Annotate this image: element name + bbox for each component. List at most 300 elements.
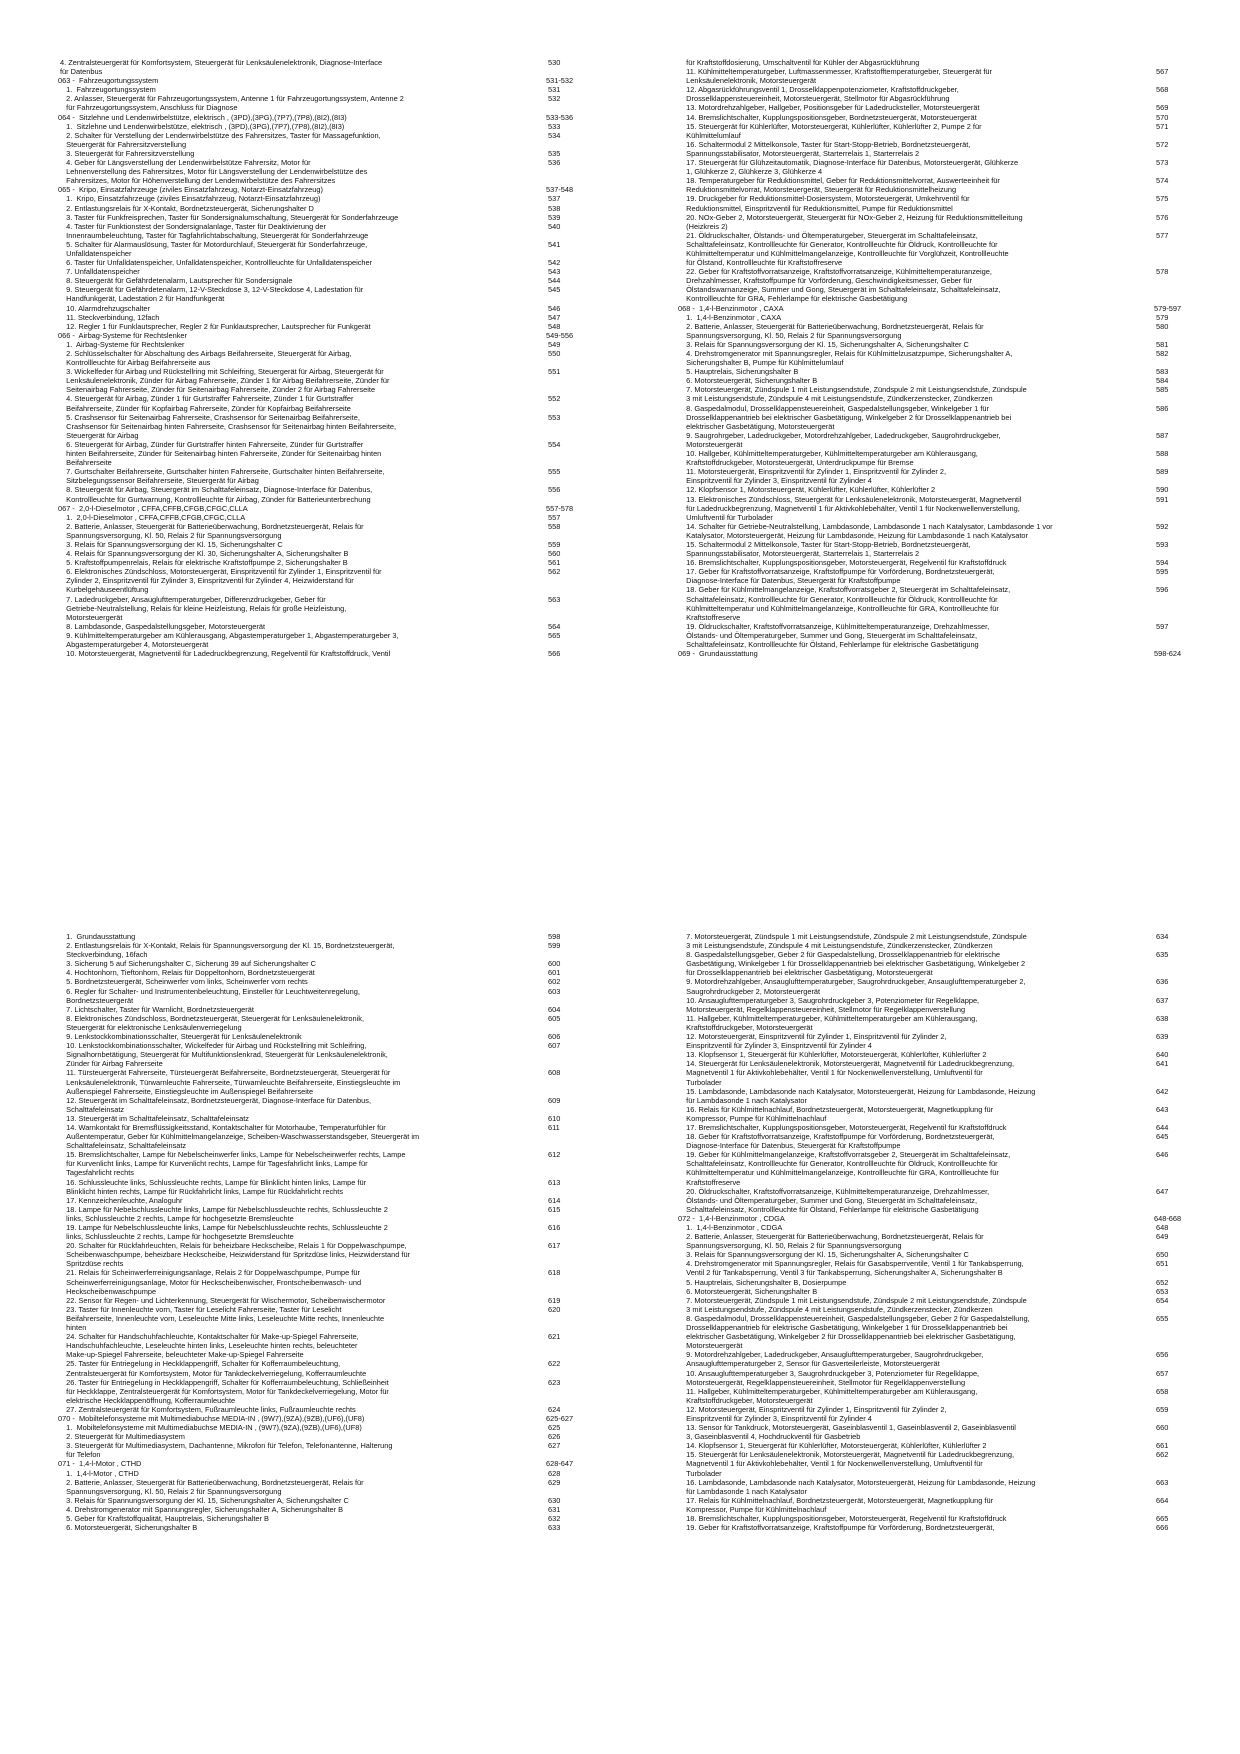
toc-entry-text: 14. Steuergerät für Lenksäulenelektronik, Motorsteuergerät, Magnetventil für Ladedruckbegrenzung, (680, 1059, 1015, 1069)
toc-entry (58, 1387, 628, 1396)
toc-entry (58, 585, 628, 594)
toc-entry (58, 1005, 628, 1014)
toc-entry-text: Unfalldatenspeicher (60, 248, 132, 258)
toc-entry (58, 1250, 628, 1259)
toc-entry (678, 1414, 1233, 1423)
toc-page-number: 558 (548, 521, 561, 531)
toc-entry-text: 4. Geber für Längsverstellung der Lendenwirbelstütze Fahrersitz, Motor für (60, 158, 311, 168)
toc-page-number: 544 (548, 276, 561, 286)
toc-entry (678, 1314, 1233, 1323)
toc-entry-text: Kontrollleuchte für Airbag Beifahrerseite aus (60, 358, 211, 368)
toc-entry-text: für Kraftstoffdosierung, Umschaltventil für Kühler der Abgasrückführung (680, 58, 920, 67)
toc-page-number: 585 (1156, 385, 1169, 395)
toc-section-entry (58, 76, 628, 85)
toc-entry (58, 440, 628, 449)
toc-entry (678, 422, 1233, 431)
toc-entry-text: Einspritzventil für Zylinder 3, Einspritzventil für Zylinder 4 (680, 1041, 872, 1051)
toc-entry (58, 1059, 628, 1068)
toc-entry-text: 066 - Airbag-Systeme für Rechtslenker (58, 330, 187, 340)
toc-entry-text: 19. Druckgeber für Reduktionsmittel-Dosiersystem, Motorsteuergerät, Umkehrventil für (680, 194, 970, 204)
toc-entry-text: hinten (60, 1323, 87, 1333)
toc-entry-text: Spannungsstabilisator, Motorsteuergerät, Starterrelais 1, Starterrelais 2 (680, 549, 920, 559)
toc-page-number: 562 (548, 567, 561, 577)
toc-entry (678, 1014, 1233, 1023)
toc-section-entry (678, 649, 1233, 658)
toc-entry (58, 1323, 628, 1332)
toc-entry-text: 5. Crashsensor für Seitenairbag Fahrerseite, Crashsensor für Seitenairbag Beifahrerseite, (60, 412, 360, 422)
toc-entry (58, 67, 628, 76)
toc-entry-text: Motorsteuergerät, Regelklappensteuereinheit, Stellmotor für Regelklappenverstellung (680, 1377, 966, 1387)
toc-page-number: 620 (548, 1304, 561, 1314)
toc-entry-text: 10. Ansauglufttemperaturgeber 3, Saugrohrdruckgeber 3, Potenziometer für Regelklappe, (680, 1368, 980, 1378)
toc-entry (58, 1341, 628, 1350)
toc-entry-text: 19. Lampe für Nebelschlussleuchte links, Lampe für Nebelschlussleuchte rechts, Schlussleuchte 2 (60, 1223, 388, 1232)
toc-entry-text: 7. Unfalldatenspeicher (60, 267, 140, 277)
toc-entry (58, 131, 628, 140)
toc-page-number: 549-556 (546, 330, 574, 340)
toc-page-number: 650 (1156, 1250, 1169, 1260)
toc-entry-text: 5. Kraftstoffpumpenrelais, Relais für elektrische Kraftstoffpumpe 2, Sicherungshalter B (60, 558, 348, 568)
toc-page-number: 555 (548, 467, 561, 477)
toc-entry (58, 1105, 628, 1114)
toc-entry-text: Kühlmitteltemperatur und Kühlmittelmangelanzeige, Kontrollleuchte für GRA, Kontrollleuchte für (680, 1168, 999, 1178)
toc-entry (58, 959, 628, 968)
toc-entry-text: 9. Kühlmitteltemperaturgeber am Kühlerausgang, Abgastemperaturgeber 1, Abgastemperaturgeber 3, (60, 630, 399, 640)
toc-page-number: 622 (548, 1359, 561, 1369)
toc-entry (678, 1159, 1233, 1168)
toc-page-number: 630 (548, 1495, 561, 1505)
toc-entry (58, 987, 628, 996)
toc-entry-text: 15. Steuergerät für Kühlerlüfter, Motorsteuergerät, Kühlerlüfter, Kühlerlüfter 2, Pumpe 2 für (680, 121, 982, 131)
toc-page-number: 594 (1156, 558, 1169, 568)
toc-entry-text: 8. Elektronisches Zündschloss, Bordnetzsteuergerät, Steuergerät für Lenksäulenelektronik, (60, 1013, 365, 1023)
toc-entry (58, 222, 628, 231)
toc-entry (58, 1223, 628, 1232)
toc-page-number: 617 (548, 1241, 561, 1251)
toc-page-number: 609 (548, 1095, 561, 1105)
toc-page-number: 637 (1156, 995, 1169, 1005)
toc-entry-text: 15. Steuergerät für Lenksäulenelektronik, Motorsteuergerät, Magnetventil für Ladedruckbegrenzung, (680, 1450, 1015, 1460)
toc-entry-text: 11. Steckverbindung, 12fach (60, 312, 160, 322)
toc-entry-text: 1. 1,4-l-Motor , CTHD (60, 1468, 139, 1478)
toc-entry-text: 067 - 2,0-l-Dieselmotor , CFFA,CFFB,CFGB,CFGC,CLLA (58, 503, 248, 513)
toc-page-number: 601 (548, 968, 561, 978)
toc-entry-text: 13. Klopfsensor 1, Steuergerät für Kühlerlüfter, Motorsteuergerät, Kühlerlüfter, Kühlerlüfter 2 (680, 1050, 987, 1060)
toc-entry-text: 24. Schalter für Handschuhfachleuchte, Kontaktschalter für Make-up-Spiegel Fahrerseite, (60, 1332, 359, 1342)
toc-entry-text: (Heizkreis 2) (680, 221, 728, 231)
toc-entry-text: 070 - Mobiltelefonsysteme mit Multimediabuchse MEDIA-IN , (9W7),(9ZA),(9ZB),(UF6),(UF8) (58, 1413, 365, 1423)
toc-page-number: 578 (1156, 267, 1169, 277)
toc-entry (678, 513, 1233, 522)
toc-entry-text: Steckverbindung, 16fach (60, 950, 148, 960)
toc-page-number: 582 (1156, 349, 1169, 358)
toc-page-number: 608 (548, 1068, 561, 1078)
toc-entry-text: 3, Gaseinblasventil 4, Hochdruckventil für Gasbetrieb (680, 1432, 861, 1442)
toc-entry-text: 18. Lampe für Nebelschlussleuchte links, Lampe für Nebelschlussleuchte rechts, Schlussleuchte 2 (60, 1204, 388, 1214)
toc-entry-text: 6. Motorsteuergerät, Sicherungshalter B (60, 1523, 198, 1533)
toc-page-number: 607 (548, 1041, 561, 1051)
toc-page-number: 588 (1156, 449, 1169, 459)
toc-page-number: 551 (548, 367, 561, 377)
toc-page-number: 543 (548, 267, 561, 277)
toc-page-number: 579-597 (1154, 303, 1182, 313)
toc-entry-text: Umluftventil für Turbolader (680, 512, 773, 522)
toc-page-number: 542 (548, 258, 561, 268)
toc-entry-text: Seitenairbag Fahrerseite, Zünder für Seitenairbag Fahrerseite, Zünder 2 für Airbag Fahrerseite (60, 385, 376, 395)
toc-entry (678, 1478, 1233, 1487)
toc-entry (58, 1423, 628, 1432)
toc-page-number: 545 (548, 285, 561, 295)
toc-page-number: 618 (548, 1268, 561, 1278)
toc-page-number: 539 (548, 212, 561, 222)
toc-entry (678, 1296, 1233, 1305)
toc-entry (678, 267, 1233, 276)
toc-entry (58, 558, 628, 567)
toc-entry-text: Zünder für Airbag Fahrerseite (60, 1059, 163, 1069)
toc-entry-text: Bordnetzsteuergerät (60, 995, 134, 1005)
toc-entry-text: 19. Geber für Kraftstoffvorratsanzeige, Kraftstoffpumpe für Vorförderung, Bordnetzsteuergerät, (680, 1523, 995, 1533)
toc-entry-text: für Telefon (60, 1450, 101, 1460)
toc-entry-text: 068 - 1,4-l-Benzinmotor , CAXA (678, 303, 784, 313)
toc-entry-text: 15. Lambdasonde, Lambdasonde nach Katalysator, Motorsteuergerät, Heizung für Lambdasonde, Heizung (680, 1086, 1036, 1096)
toc-entry (58, 649, 628, 658)
toc-page-number: 581 (1156, 339, 1169, 349)
toc-entry-text: 11. Motorsteuergerät, Einspritzventil für Zylinder 1, Einspritzventil für Zylinder 2, (680, 467, 947, 477)
toc-entry (58, 1296, 628, 1305)
toc-entry-text: 8. Gaspedalstellungsgeber, Geber 2 für Gaspedalstellung, Drosselklappenantrieb für elektrische (680, 950, 1001, 960)
toc-entry (678, 941, 1233, 950)
toc-entry-text: 9. Saugrohrgeber, Ladedruckgeber, Motordrehzahlgeber, Ladedruckgeber, Saugrohrdruckgeber, (680, 430, 1001, 440)
toc-entry (678, 987, 1233, 996)
toc-entry-text: 3. Taster für Funkfreisprechen, Taster für Sondersignalumschaltung, Steuergerät für Sonderfahrzeuge (60, 212, 399, 222)
toc-entry-text: 1, Glühkerze 2, Glühkerze 3, Glühkerze 4 (680, 167, 823, 177)
toc-page-number: 600 (548, 959, 561, 969)
toc-entry (58, 167, 628, 176)
toc-entry-text: 3 mit Leistungsendstufe, Zündspule 4 mit Leistungsendstufe, Zündkerzenstecker, Zündkerzen (680, 394, 993, 404)
toc-entry-text: Beifahrerseite, Innenleuchte vorn, Leseleuchte Mitte links, Leseleuchte Mitte rechts, Innenleuchte (60, 1313, 385, 1323)
toc-page-number: 610 (548, 1113, 561, 1123)
toc-entry (58, 950, 628, 959)
toc-entry-text: Innenraumbeleuchtung, Taster für Tagfahrlichtabschaltung, Steuergerät für Sonderfahrzeuge (60, 230, 369, 240)
toc-page-number: 589 (1156, 467, 1169, 477)
toc-entry (58, 340, 628, 349)
toc-entry (678, 85, 1233, 94)
toc-entry-text: für Ladedruckbegrenzung, Magnetventil 1 für Aktivkohlebehälter, Ventil 1 für Nockenwellenverstellung, (680, 503, 1020, 513)
toc-entry (58, 267, 628, 276)
toc-page-number: 535 (548, 148, 561, 158)
toc-entry-text: Steuergerät für elektronische Lenksäulenverriegelung (60, 1022, 242, 1032)
toc-page-number: 639 (1156, 1032, 1169, 1042)
toc-entry-text: Zylinder 2, Einspritzventil für Zylinder 3, Einspritzventil für Zylinder 4, Heizwiderstand für (60, 576, 354, 586)
toc-entry-text: 9. Motordrehzahlgeber, Ladedruckgeber, Ansauglufttemperaturgeber, Saugrohrdruckgeber, (680, 1350, 984, 1360)
toc-entry-text: 22. Geber für Kraftstoffvorratsanzeige, Kraftstoffvorratsanzeige, Kühlmitteltemperaturanzeige, (680, 267, 992, 277)
toc-entry-text: 4. Zentralsteuergerät für Komfortsystem, Steuergerät für Lenksäulenelektronik, Diagnose-Interface (60, 58, 383, 67)
toc-entry-text: Drosselklappensteuereinheit, Motorsteuergerät, Stellmotor für Abgasrückführung (680, 94, 950, 104)
toc-page-number: 658 (1156, 1386, 1169, 1396)
toc-entry (58, 1505, 628, 1514)
toc-entry-text: 2. Schalter für Verstellung der Lendenwirbelstütze des Fahrersitzes, Taster für Massagefunktion, (60, 130, 381, 140)
toc-entry (678, 1505, 1233, 1514)
toc-page-number: 619 (548, 1295, 561, 1305)
toc-entry (678, 631, 1233, 640)
toc-entry-text: 2. Anlasser, Steuergerät für Fahrzeugortungssystem, Antenne 1 für Fahrzeugortungssystem, Antenne 2 (60, 94, 404, 104)
toc-entry-text: elektrische Heckklappenöffnung, Kofferraumleuchte (60, 1395, 236, 1405)
toc-entry (58, 495, 628, 504)
toc-page-number: 625 (548, 1423, 561, 1433)
toc-entry-text: 15. Bremslichtschalter, Lampe für Nebelscheinwerfer links, Lampe für Nebelscheinwerfer rechts, Lampe (60, 1150, 406, 1160)
toc-entry-text: Turbolader (680, 1468, 722, 1478)
toc-entry (678, 558, 1233, 567)
toc-entry (678, 522, 1233, 531)
toc-entry-text: Ölstands- und Öltemperaturgeber, Summer und Gong, Steuergerät im Schalttafeleinsatz, (680, 1195, 978, 1205)
toc-entry (678, 549, 1233, 558)
toc-page-number: 625-627 (546, 1413, 574, 1423)
toc-page-number: 640 (1156, 1050, 1169, 1060)
toc-entry (58, 1314, 628, 1323)
toc-entry-text: elektrischer Gasbetätigung, Motorsteuergerät (680, 421, 835, 431)
toc-entry-text: Reduktionsmittel, Einspritzventil für Reduktionsmittel, Pumpe für Reduktionsmittel (680, 203, 953, 213)
toc-entry-text: Schalttafeleinsatz, Kontrollleuchte für Ölstand, Fehlerlampe für elektrische Gasbetätigung (680, 640, 979, 649)
toc-entry-text: Spannungsversorgung, Kl. 50, Relais 2 für Spannungsversorgung (680, 1241, 902, 1251)
toc-page-number: 627 (548, 1441, 561, 1451)
toc-entry (58, 1259, 628, 1268)
toc-page-number: 566 (548, 649, 561, 659)
toc-page-number: 661 (1156, 1441, 1169, 1451)
toc-page-number: 554 (548, 439, 561, 449)
toc-page-number: 553 (548, 412, 561, 422)
toc-entry (58, 176, 628, 185)
toc-entry (678, 1514, 1233, 1523)
toc-page-number: 533-536 (546, 112, 574, 122)
toc-entry-text: Steuergerät für Fahrersitzverstellung (60, 139, 187, 149)
toc-entry-text: 1. Sitzlehne und Lendenwirbelstütze, elektrisch , (3PD),(3PG),(7P7),(7P8),(8I2),(8I3) (60, 121, 345, 131)
toc-entry (58, 604, 628, 613)
toc-entry (58, 941, 628, 950)
toc-entry (678, 185, 1233, 194)
toc-entry-text: elektrischer Gasbetätigung, Winkelgeber 2 für Drosselklappenantrieb bei elektrischer Gasbetätigung, (680, 1332, 1016, 1342)
toc-entry-text: Kraftstoffdruckgeber, Motorsteuergerät (680, 1395, 813, 1405)
toc-entry-text: 3. Relais für Spannungsversorgung der Kl. 15, Sicherungshalter A, Sicherungshalter C (60, 1495, 349, 1505)
toc-page-number: 583 (1156, 367, 1169, 377)
toc-entry-text: 2. Batterie, Anlasser, Steuergerät für Batterieüberwachung, Bordnetzsteuergerät, Relais für (60, 521, 364, 531)
toc-entry (678, 1350, 1233, 1359)
toc-entry-text: 6. Taster für Unfalldatenspeicher, Unfalldatenspeicher, Kontrollleuchte für Unfalldatenspeicher (60, 258, 373, 268)
toc-entry-text: Saugrohrdruckgeber 2, Motorsteuergerät (680, 986, 821, 996)
toc-page-number: 572 (1156, 139, 1169, 149)
toc-entry-text: links, Schlussleuchte 2 rechts, Lampe für hochgesetzte Bremsleuchte (60, 1213, 294, 1223)
toc-entry (678, 340, 1233, 349)
toc-entry (58, 1078, 628, 1087)
toc-entry (678, 194, 1233, 203)
toc-entry (678, 1068, 1233, 1077)
toc-entry (58, 1032, 628, 1041)
toc-entry-text: 6. Motorsteuergerät, Sicherungshalter B (680, 1286, 818, 1296)
toc-entry (678, 1141, 1233, 1150)
toc-entry (678, 959, 1233, 968)
toc-entry-text: 3. Wickelfeder für Airbag und Rückstellring mit Schleifring, Steuergerät für Airbag, Steuergerät für (60, 367, 384, 377)
toc-entry-text: 072 - 1,4-l-Benzinmotor , CDGA (678, 1213, 785, 1223)
toc-section-entry (58, 504, 628, 513)
toc-entry-text: 14. Schalter für Getriebe-Neutralstellung, Lambdasonde, Lambdasonde 1 nach Katalysator, Lambdasonde 1 vor (680, 521, 1053, 531)
toc-page-number: 602 (548, 977, 561, 987)
toc-page-number: 604 (548, 1004, 561, 1014)
toc-page-number: 614 (548, 1195, 561, 1205)
toc-entry (678, 1041, 1233, 1050)
toc-page-number: 596 (1156, 585, 1169, 595)
toc-entry-text: Ansauglufttemperaturgeber 2, Sensor für Gasverteilerleiste, Motorsteuergerät (680, 1359, 940, 1369)
toc-entry (678, 1250, 1233, 1259)
toc-page-number: 536 (548, 158, 561, 168)
toc-entry (58, 1432, 628, 1441)
toc-entry (678, 1450, 1233, 1459)
toc-entry (678, 204, 1233, 213)
toc-entry-text: 18. Geber für Kraftstoffvorratsanzeige, Kraftstoffpumpe für Vorförderung, Bordnetzsteuergerät, (680, 1132, 995, 1142)
toc-entry-text: 6. Regler für Schalter- und Instrumentenbeleuchtung, Einsteller für Leuchtweitenregelung, (60, 986, 360, 996)
toc-entry-text: 4. Taster für Funktionstest der Sondersignalanlage, Taster für Deaktivierung der (60, 221, 326, 231)
toc-entry (678, 1287, 1233, 1296)
toc-entry (678, 932, 1233, 941)
toc-entry (678, 94, 1233, 103)
toc-entry-text: Turbolader (680, 1077, 722, 1087)
toc-entry (678, 240, 1233, 249)
toc-entry (58, 358, 628, 367)
toc-entry (58, 458, 628, 467)
toc-entry (678, 149, 1233, 158)
toc-entry (678, 1323, 1233, 1332)
toc-entry-text: Motorsteuergerät (60, 612, 123, 622)
toc-entry-text: Schalttafeleinsatz, Kontrollleuchte für Generator, Kontrollleuchte für Öldruck, Kontrollleuchte für (680, 594, 998, 604)
toc-entry (58, 1123, 628, 1132)
toc-page-number: 587 (1156, 430, 1169, 440)
toc-entry (58, 1359, 628, 1368)
toc-entry-text: Abgastemperaturgeber 4, Motorsteuergerät (60, 640, 209, 649)
toc-page-number: 634 (1156, 932, 1169, 941)
toc-entry (58, 158, 628, 167)
toc-entry-text: Spritzdüse rechts (60, 1259, 124, 1269)
toc-page-number: 647 (1156, 1186, 1169, 1196)
toc-page-number: 612 (548, 1150, 561, 1160)
toc-entry (678, 613, 1233, 622)
toc-entry-text: Diagnose-Interface für Datenbus, Steuergerät für Kraftstoffpumpe (680, 576, 901, 586)
toc-page-number: 652 (1156, 1277, 1169, 1287)
toc-entry (678, 1059, 1233, 1068)
toc-entry (678, 996, 1233, 1005)
toc-entry (58, 322, 628, 331)
toc-entry-text: 2. Steuergerät für Multimediasystem (60, 1432, 185, 1442)
toc-entry (58, 1332, 628, 1341)
toc-page-number: 621 (548, 1332, 561, 1342)
toc-page-number: 559 (548, 539, 561, 549)
toc-page-number: 653 (1156, 1286, 1169, 1296)
toc-entry-text: 8. Lambdasonde, Gaspedalstellungsgeber, Motorsteuergerät (60, 621, 266, 631)
toc-entry (58, 476, 628, 485)
toc-page-number: 568 (1156, 85, 1169, 95)
toc-entry-text: 4. Hochtonhorn, Tieftonhorn, Relais für Doppeltonhorn, Bordnetzsteuergerät (60, 968, 315, 978)
toc-entry-text: 5. Hauptrelais, Sicherungshalter B (680, 367, 799, 377)
toc-entry (58, 376, 628, 385)
toc-entry (58, 204, 628, 213)
toc-entry (58, 1469, 628, 1478)
toc-entry (678, 1268, 1233, 1277)
toc-entry (678, 1196, 1233, 1205)
toc-entry-text: 10. Motorsteuergerät, Magnetventil für Ladedruckbegrenzung, Regelventil für Kraftstoffdruck, Ventil (60, 649, 391, 659)
toc-entry (58, 1378, 628, 1387)
toc-page-number: 546 (548, 303, 561, 313)
toc-section-entry (58, 185, 628, 194)
toc-entry (58, 1278, 628, 1287)
toc-page-number: 563 (548, 594, 561, 604)
toc-entry (678, 158, 1233, 167)
toc-entry-text: 18. Bremslichtschalter, Kupplungspositionsgeber, Motorsteuergerät, Regelventil für Kraftstoffdruck (680, 1514, 1007, 1523)
toc-entry (58, 122, 628, 131)
toc-entry (678, 1178, 1233, 1187)
toc-page-number: 560 (548, 549, 561, 559)
toc-entry (678, 576, 1233, 585)
toc-entry (58, 240, 628, 249)
toc-page-number: 643 (1156, 1104, 1169, 1114)
toc-entry (678, 1459, 1233, 1468)
toc-entry (58, 1523, 628, 1532)
toc-entry (58, 513, 628, 522)
toc-entry (678, 140, 1233, 149)
toc-entry (678, 1441, 1233, 1450)
toc-entry (58, 249, 628, 258)
toc-entry-text: 11. Kühlmitteltemperaturgeber, Luftmassenmesser, Kraftstofftemperaturgeber, Steuergerät für (680, 67, 992, 77)
toc-entry-text: 7. Motorsteuergerät, Zündspule 1 mit Leistungsendstufe, Zündspule 2 mit Leistungsendstufe, Zündspule (680, 1295, 1027, 1305)
toc-page-number: 636 (1156, 977, 1169, 987)
toc-entry-text: 2. Schlüsselschalter für Abschaltung des Airbags Beifahrerseite, Steuergerät für Airbag, (60, 349, 352, 358)
toc-entry-text: Handschuhfachleuchte, Leseleuchte hinten links, Leseleuchte hinten rechts, beleuchteter (60, 1341, 358, 1351)
toc-entry-text: 3. Steuergerät für Fahrersitzverstellung (60, 148, 195, 158)
toc-entry (58, 1141, 628, 1150)
toc-entry-text: 20. NOx-Geber 2, Motorsteuergerät, Steuergerät für NOx-Geber 2, Heizung für Reduktionsmittelleitung (680, 212, 1023, 222)
toc-entry (58, 1205, 628, 1214)
toc-page-number: 626 (548, 1432, 561, 1442)
toc-entry-text: 17. Kennzeichenleuchte, Analoguhr (60, 1195, 183, 1205)
toc-entry (678, 113, 1233, 122)
toc-entry-text: 065 - Kripo, Einsatzfahrzeuge (ziviles Einsatzfahrzeug, Notarzt-Einsatzfahrzeug) (58, 185, 323, 195)
toc-entry-text: 071 - 1,4-l-Motor , CTHD (58, 1459, 142, 1469)
toc-entry-text: Kraftstoffreserve (680, 612, 741, 622)
toc-section-entry (58, 113, 628, 122)
toc-entry-text: Ölstandswarnanzeige, Summer und Gong, Steuergerät im Schalttafeleinsatz, Schalttafeleinsatz, (680, 285, 1001, 295)
toc-entry-text: 4. Steuergerät für Airbag, Zünder 1 für Gurtstraffer Fahrerseite, Zünder 1 für Gurtstraffer (60, 394, 354, 404)
toc-page-number: 628-647 (546, 1459, 574, 1469)
toc-page-number: 531 (548, 85, 561, 95)
toc-entry (678, 413, 1233, 422)
toc-entry-text: 5. Geber für Kraftstoffqualität, Hauptrelais, Sicherungshalter B (60, 1514, 269, 1523)
toc-entry-text: 063 - Fahrzeugortungssystem (58, 76, 159, 86)
toc-entry-text: 25. Taster für Entriegelung in Heckklappengriff, Schalter für Kofferraumbeleuchtung, (60, 1359, 341, 1369)
toc-entry-text: Magnetventil 1 für Aktivkohlebehälter, Ventil 1 für Nockenwellenverstellung, Umluftventil für (680, 1459, 983, 1469)
toc-page-number: 557 (548, 512, 561, 522)
toc-page-number: 591 (1156, 494, 1169, 504)
toc-entry-text: 3 mit Leistungsendstufe, Zündspule 4 mit Leistungsendstufe, Zündkerzenstecker, Zündkerzen (680, 1304, 993, 1314)
toc-entry-text: 16. Schaltermodul 2 Mittelkonsole, Taster für Start-Stopp-Betrieb, Bordnetzsteuergerät, (680, 139, 971, 149)
toc-sheet-top (0, 58, 1240, 838)
toc-entry-text: 10. Lenkstockkombinationsschalter, Wickelfeder für Airbag und Rückstellring mit Schleifring, (60, 1041, 367, 1051)
toc-entry-text: 3. Steuergerät für Multimediasystem, Dachantenne, Mikrofon für Telefon, Telefonantenne, Halterung (60, 1441, 393, 1451)
toc-entry (58, 1196, 628, 1205)
toc-entry (678, 1223, 1233, 1232)
toc-entry (58, 149, 628, 158)
toc-entry (678, 1132, 1233, 1141)
toc-page-number: 530 (548, 58, 561, 67)
toc-entry (678, 585, 1233, 594)
toc-entry (58, 1087, 628, 1096)
toc-entry-text: Signalhornbetätigung, Steuergerät für Multifunktionslenkrad, Steuergerät für Lenksäulenelektronik, (60, 1050, 388, 1060)
toc-page-number: 642 (1156, 1086, 1169, 1096)
